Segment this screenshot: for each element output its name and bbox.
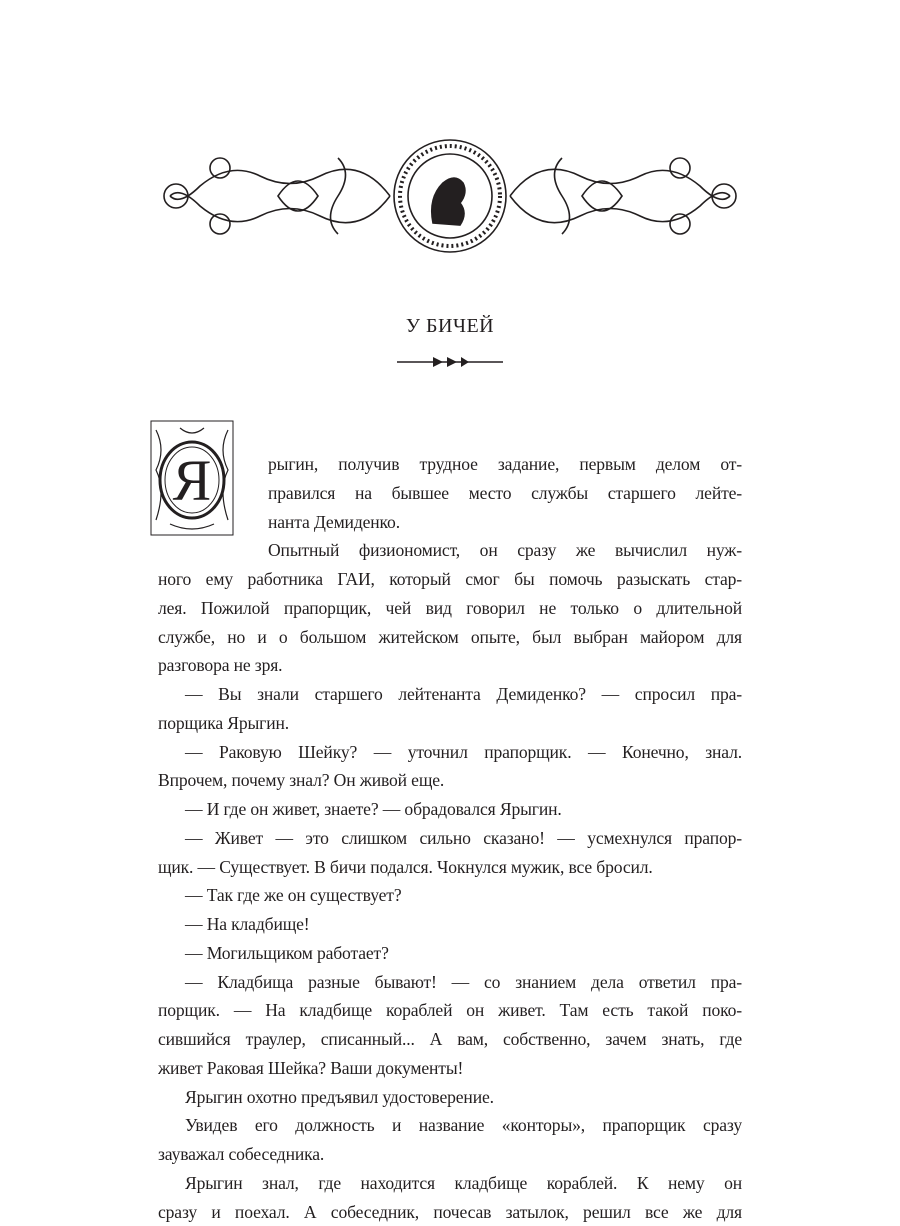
body-text: [158, 450, 742, 1226]
drop-cap-letter: Я: [173, 448, 212, 513]
text-line: сившийся траулер, списанный... А вам, собственно, зачем знать, где: [158, 1025, 742, 1054]
text-line: порщика Ярыгин.: [158, 709, 742, 738]
text-line: живет Раковая Шейка? Ваши документы!: [158, 1054, 742, 1083]
text-line: правился на бывшее место службы старшего лейте-: [268, 479, 742, 508]
text-line: разговора не зря.: [158, 651, 742, 680]
text-line: Увидев его должность и название «конторы», прапорщик сразу: [158, 1111, 742, 1140]
chapter-title: У БИЧЕЙ: [0, 315, 900, 338]
text-line: службе, но и о большом житейском опыте, был выбран майором для: [158, 623, 742, 652]
text-line: — На кладбище!: [158, 910, 742, 939]
text-line: Ярыгин охотно предъявил удостоверение.: [158, 1083, 742, 1112]
text-line: Ярыгин знал, где находится кладбище кораблей. К нему он: [158, 1169, 742, 1198]
text-line: порщик. — На кладбище кораблей он живет. Там есть такой поко-: [158, 996, 742, 1025]
text-line: — И где он живет, знаете? — обрадовался Ярыгин.: [158, 795, 742, 824]
text-line: нанта Демиденко.: [268, 508, 742, 537]
text-line: рыгин, получив трудное задание, первым делом от-: [268, 450, 742, 479]
header-ornament-icon: [158, 138, 742, 254]
text-line: зауважал собеседника.: [158, 1140, 742, 1169]
text-line: ного ему работника ГАИ, который смог бы помочь разыскать стар-: [158, 565, 742, 594]
text-line: Опытный физиономист, он сразу же вычислил нуж-: [268, 536, 742, 565]
text-line: — Живет — это слишком сильно сказано! — усмехнулся прапор-: [158, 824, 742, 853]
text-line: Впрочем, почему знал? Он живой еще.: [158, 766, 742, 795]
text-line: — Могильщиком работает?: [158, 939, 742, 968]
text-line: — Вы знали старшего лейтенанта Демиденко? — спросил пра-: [158, 680, 742, 709]
text-line: — Кладбища разные бывают! — со знанием дела ответил пра-: [158, 968, 742, 997]
title-divider-icon: [395, 354, 505, 370]
text-line: — Так где же он существует?: [158, 881, 742, 910]
text-line: щик. — Существует. В бичи подался. Чокнулся мужик, все бросил.: [158, 853, 742, 882]
text-line: сразу и поехал. А собеседник, почесав затылок, решил все же для: [158, 1198, 742, 1226]
text-line: — Раковую Шейку? — уточнил прапорщик. — Конечно, знал.: [158, 738, 742, 767]
text-line: лея. Пожилой прапорщик, чей вид говорил не только о длительной: [158, 594, 742, 623]
